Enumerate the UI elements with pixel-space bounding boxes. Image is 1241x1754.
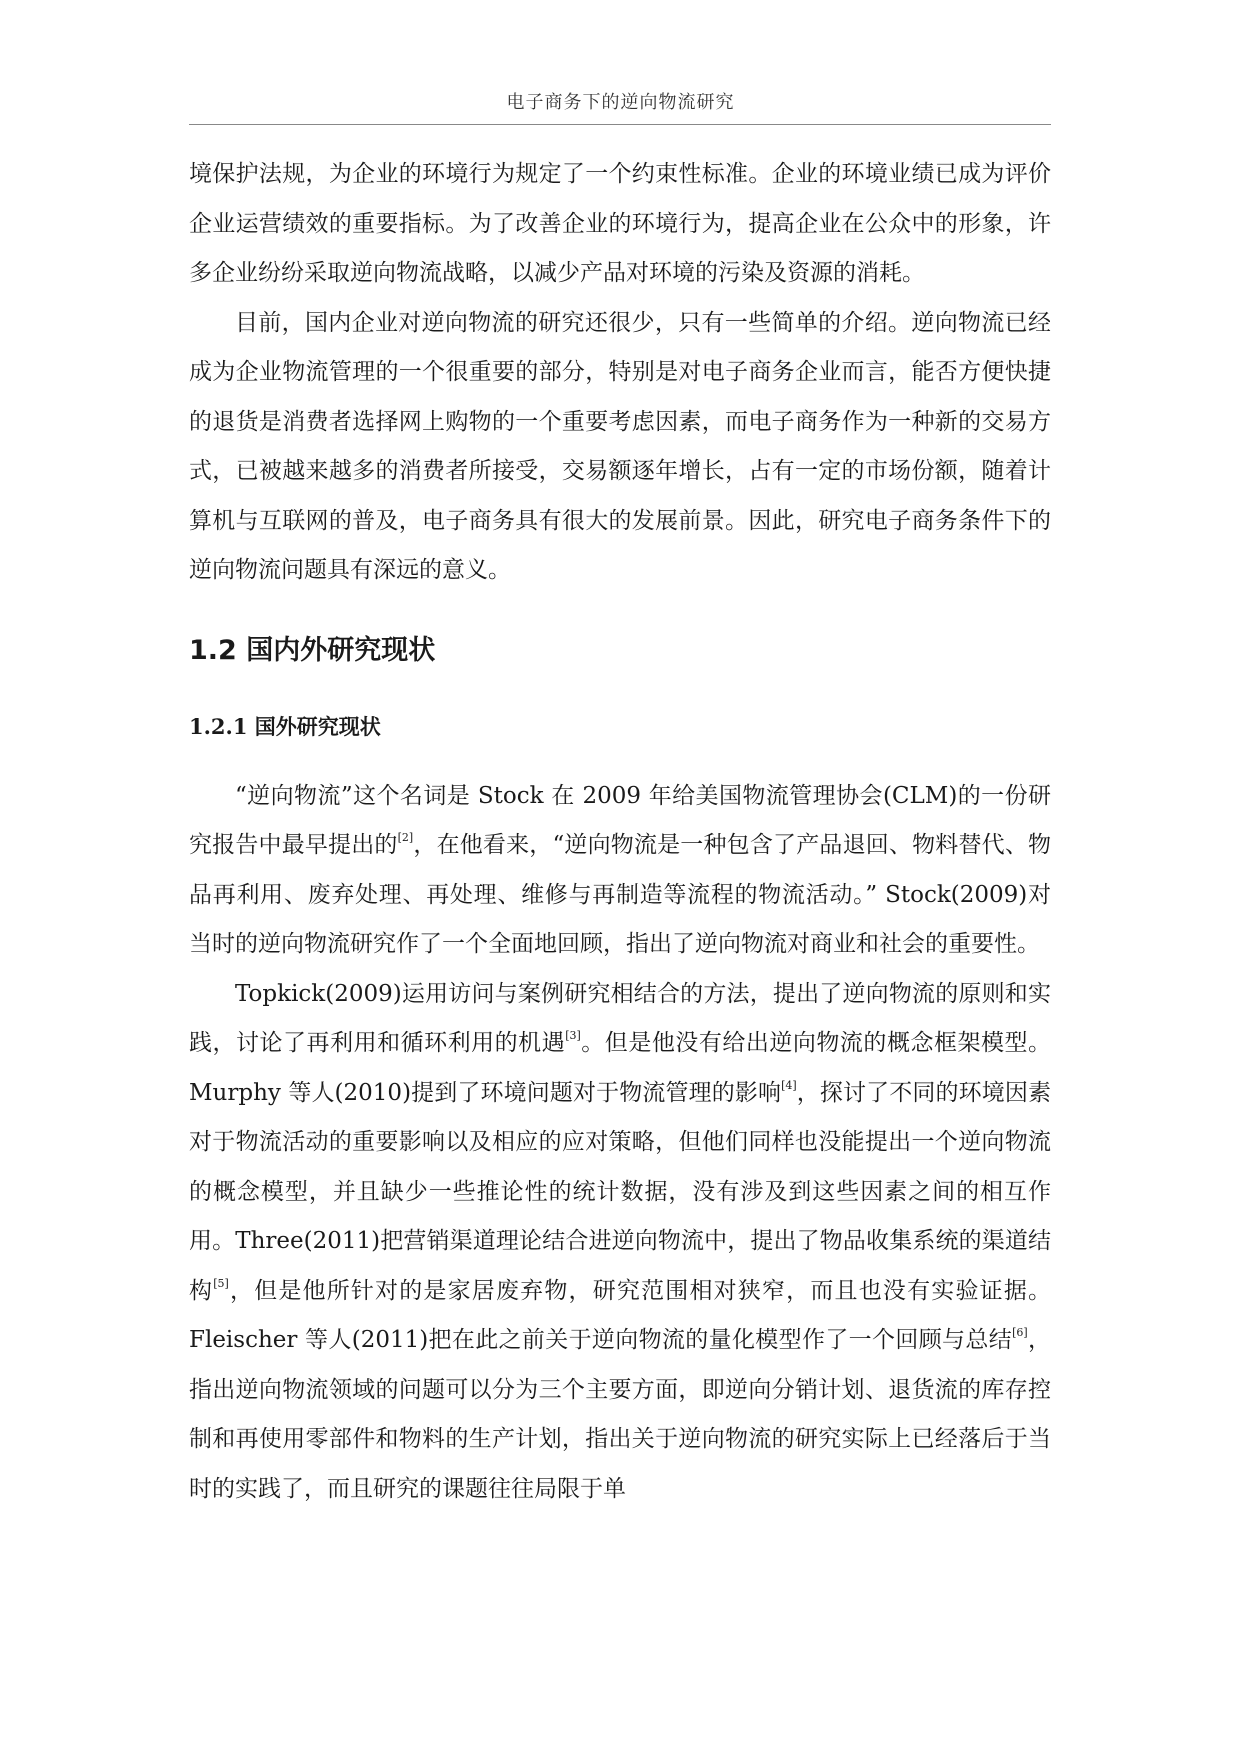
paragraph-continued: 境保护法规，为企业的环境行为规定了一个约束性标准。企业的环境业绩已成为评价企业运营绩效的重要指标。为了改善企业的环境行为，提高企业在公众中的形象，许多企业纷纷采取逆向物流战略，以减少产品对环境的污染及资源的消耗。 bbox=[189, 161, 1051, 286]
citation-marker: [2] bbox=[397, 831, 414, 845]
paragraph-text: ，探讨了不同的环境因素对于物流活动的重要影响以及相应的应对策略，但他们同样也没能提出一个逆向物流的概念模型，并且缺少一些推论性的统计数据，没有涉及到这些因素之间的相互作用。Three(2011)把营销渠道理论结合进逆向物流中，提出了物品收集系统的渠道结构 bbox=[189, 1079, 1051, 1304]
paragraph-text: ，指出逆向物流领域的问题可以分为三个主要方面，即逆向分销计划、退货流的库存控制和再使用零部件和物料的生产计划，指出关于逆向物流的研究实际上已经落后于当时的实践了，而且研究的课题往往局限于单 bbox=[189, 1327, 1051, 1502]
header-divider bbox=[189, 124, 1051, 125]
paragraph-text: ，但是他所针对的是家居废弃物，研究范围相对狭窄，而且也没有实验证据。Fleischer 等人(2011)把在此之前关于逆向物流的量化模型作了一个回顾与总结 bbox=[189, 1277, 1052, 1353]
paragraph-stock bbox=[189, 772, 1051, 970]
section-heading: 1.2 国内外研究现状 bbox=[189, 634, 436, 666]
citation-marker: [6] bbox=[1012, 1326, 1028, 1340]
subsection-heading: 1.2.1 国外研究现状 bbox=[189, 713, 381, 739]
paragraph-text: 。但是他没有给出逆向物流的概念框架模型。Murphy 等人(2010)提到了环境问题对于物流管理的影响 bbox=[189, 1030, 1052, 1106]
paragraph-literature-review bbox=[189, 970, 1051, 1515]
running-header: 电子商务下的逆向物流研究 bbox=[506, 92, 735, 113]
citation-marker: [3] bbox=[565, 1029, 581, 1043]
paragraph-text: ，在他看来，“逆向物流是一种包含了产品退回、物料替代、物品再利用、废弃处理、再处理、维修与再制造等流程的物流活动。” Stock(2009)对当时的逆向物流研究作了一个全面地回顾，指出了逆向物流对商业和社会的重要性。 bbox=[189, 832, 1052, 957]
paragraph-text: Topkick(2009)运用访问与案例研究相结合的方法，提出了逆向物流的原则和实践，讨论了再利用和循环利用的机遇 bbox=[189, 980, 1051, 1056]
citation-marker: [5] bbox=[213, 1276, 229, 1290]
paragraph-text: “逆向物流”这个名词是 Stock 在 2009 年给美国物流管理协会(CLM)的一份研究报告中最早提出的 bbox=[189, 782, 1051, 858]
page-body bbox=[189, 150, 1051, 1514]
paragraph-domestic-research: 目前，国内企业对逆向物流的研究还很少，只有一些简单的介绍。逆向物流已经成为企业物流管理的一个很重要的部分，特别是对电子商务企业而言，能否方便快捷的退货是消费者选择网上购物的一个重要考虑因素，而电子商务作为一种新的交易方式，已被越来越多的消费者所接受，交易额逐年增长，占有一定的市场份额，随着计算机与互联网的普及，电子商务具有很大的发展前景。因此，研究电子商务条件下的逆向物流问题具有深远的意义。 bbox=[189, 309, 1051, 583]
citation-marker: [4] bbox=[781, 1078, 797, 1092]
